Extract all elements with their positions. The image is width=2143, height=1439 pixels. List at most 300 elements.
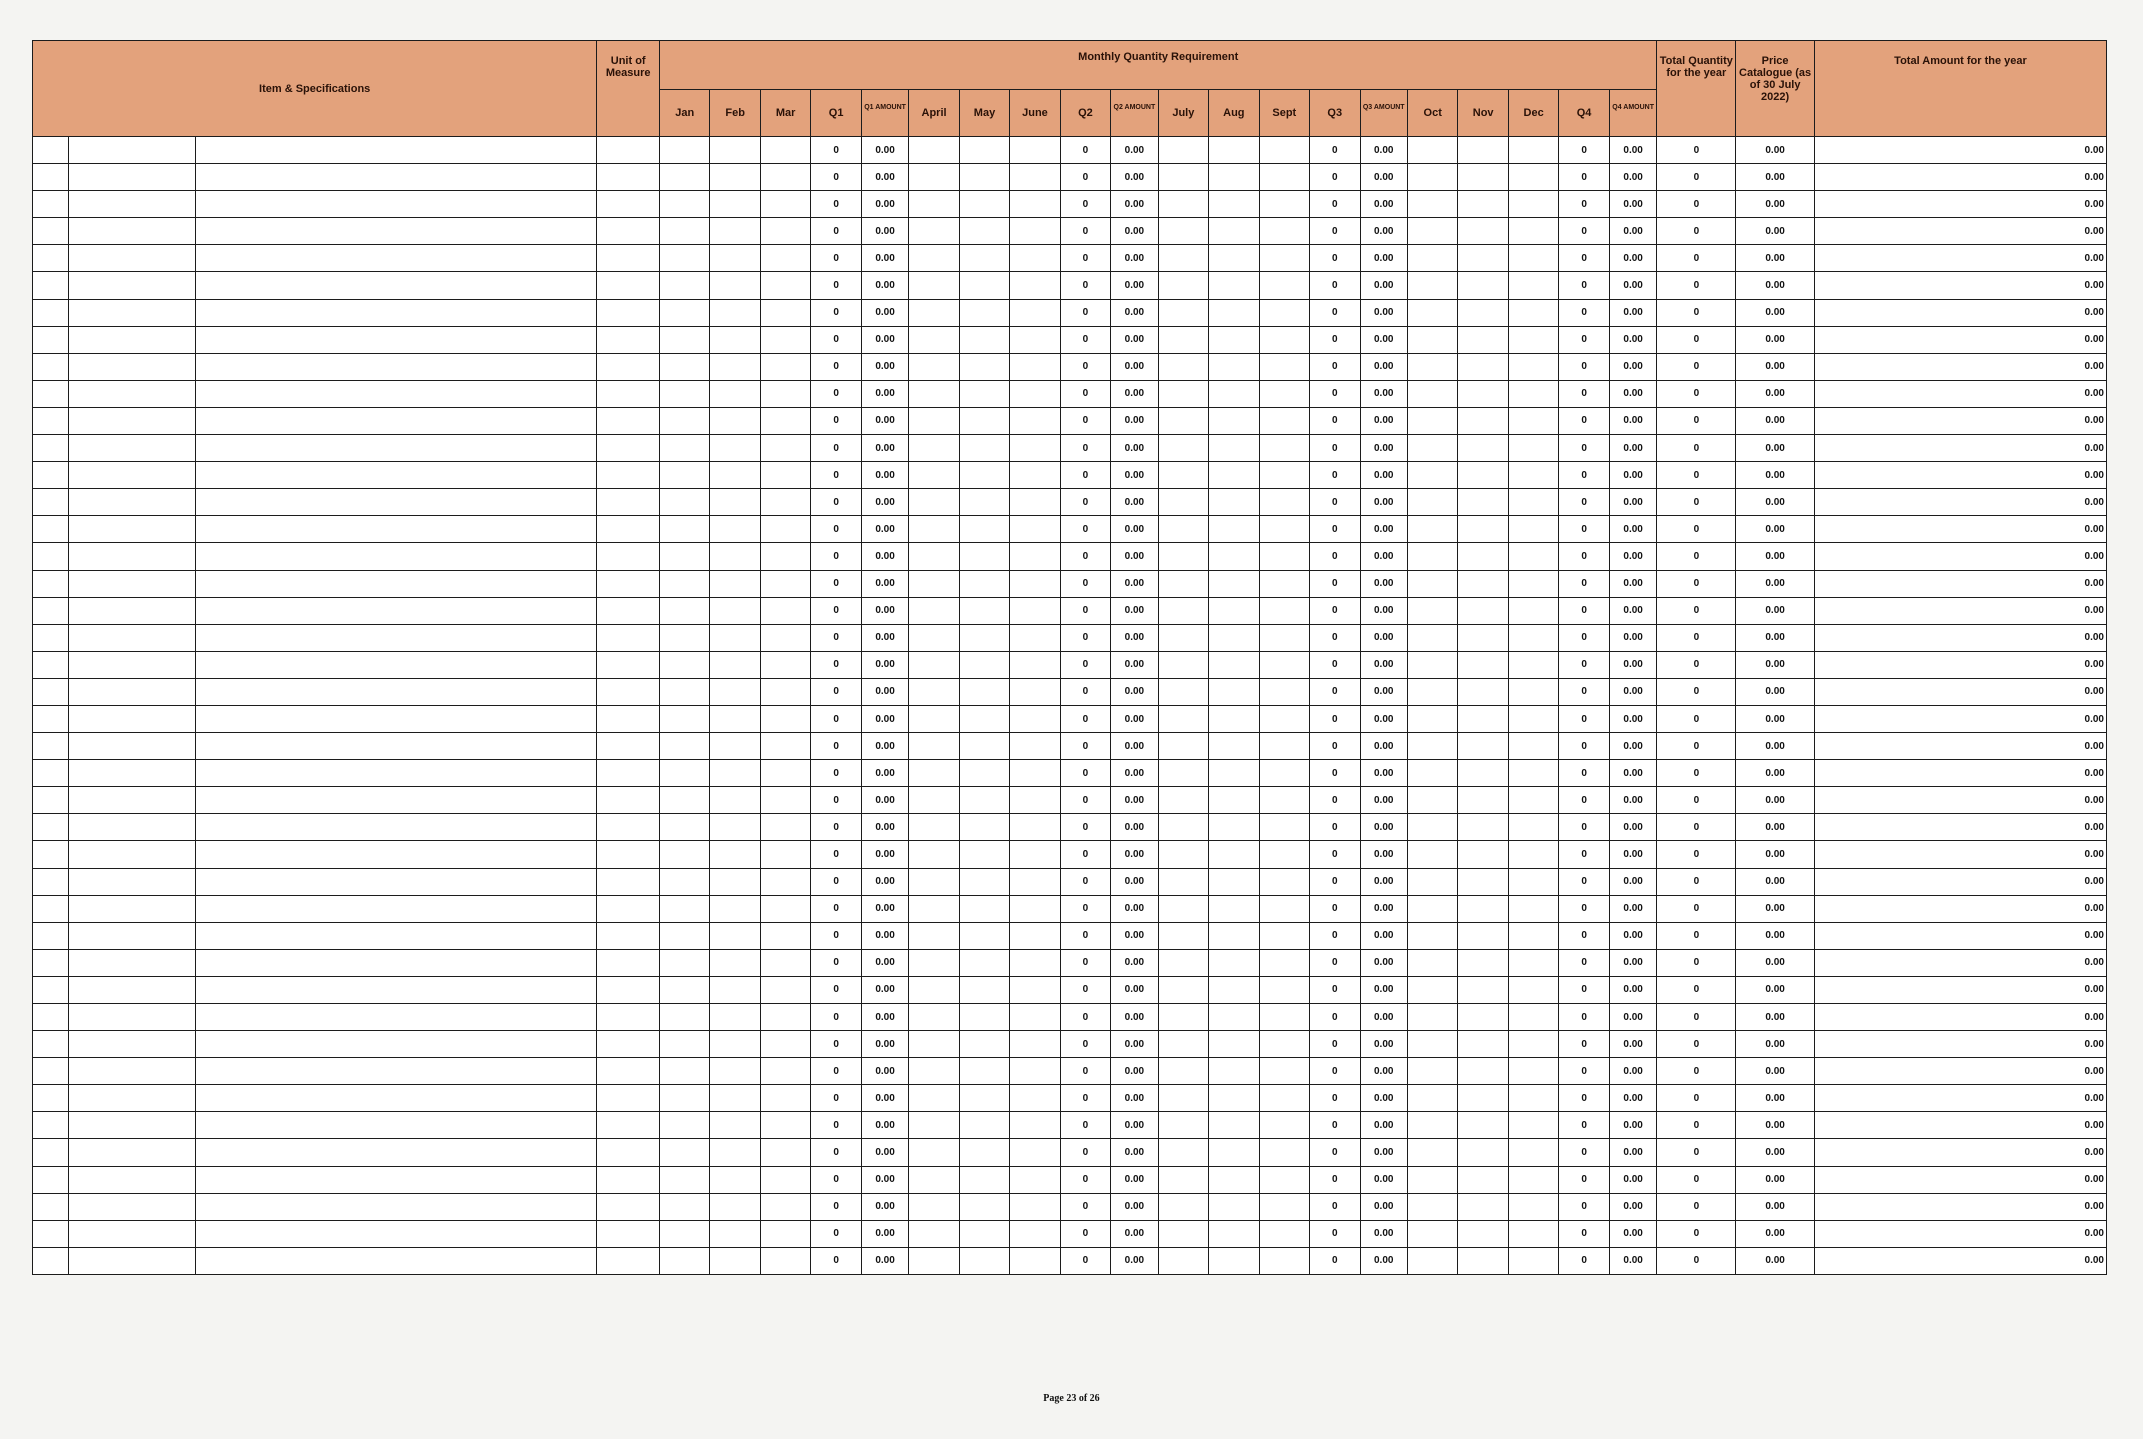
quarter-qty-cell[interactable]: 0: [1060, 841, 1110, 868]
month-qty-cell[interactable]: [659, 841, 709, 868]
quarter-qty-cell[interactable]: 0: [1310, 1085, 1360, 1112]
month-qty-cell[interactable]: [1158, 841, 1208, 868]
price-cell[interactable]: 0.00: [1736, 1193, 1815, 1220]
month-qty-cell[interactable]: [1010, 678, 1060, 705]
total-amount-cell[interactable]: 0.00: [1814, 326, 2106, 353]
month-qty-cell[interactable]: [1259, 380, 1309, 407]
month-qty-cell[interactable]: [1209, 1139, 1259, 1166]
price-cell[interactable]: 0.00: [1736, 868, 1815, 895]
month-qty-cell[interactable]: [1508, 1220, 1558, 1247]
month-qty-cell[interactable]: [1458, 597, 1508, 624]
item-code-cell[interactable]: [69, 164, 195, 191]
total-quantity-cell[interactable]: 0: [1657, 733, 1736, 760]
unit-cell[interactable]: [597, 976, 660, 1003]
row-number-cell[interactable]: [33, 543, 69, 570]
unit-cell[interactable]: [597, 1220, 660, 1247]
month-qty-cell[interactable]: [760, 299, 810, 326]
quarter-amount-cell[interactable]: 0.00: [861, 272, 908, 299]
month-qty-cell[interactable]: [710, 164, 760, 191]
month-qty-cell[interactable]: [659, 272, 709, 299]
month-qty-cell[interactable]: [1458, 1193, 1508, 1220]
total-amount-cell[interactable]: 0.00: [1814, 543, 2106, 570]
month-qty-cell[interactable]: [1010, 164, 1060, 191]
month-qty-cell[interactable]: [1508, 949, 1558, 976]
quarter-qty-cell[interactable]: 0: [1060, 1139, 1110, 1166]
total-quantity-cell[interactable]: 0: [1657, 516, 1736, 543]
quarter-qty-cell[interactable]: 0: [811, 407, 861, 434]
month-qty-cell[interactable]: [1508, 1193, 1558, 1220]
month-qty-cell[interactable]: [1458, 1139, 1508, 1166]
total-amount-cell[interactable]: 0.00: [1814, 489, 2106, 516]
quarter-qty-cell[interactable]: 0: [811, 949, 861, 976]
month-qty-cell[interactable]: [1010, 1085, 1060, 1112]
month-qty-cell[interactable]: [760, 326, 810, 353]
quarter-amount-cell[interactable]: 0.00: [861, 624, 908, 651]
total-amount-cell[interactable]: 0.00: [1814, 787, 2106, 814]
month-qty-cell[interactable]: [1407, 191, 1457, 218]
row-number-cell[interactable]: [33, 705, 69, 732]
month-qty-cell[interactable]: [909, 1247, 959, 1274]
month-qty-cell[interactable]: [959, 1031, 1009, 1058]
month-qty-cell[interactable]: [710, 814, 760, 841]
total-quantity-cell[interactable]: 0: [1657, 597, 1736, 624]
quarter-qty-cell[interactable]: 0: [1559, 895, 1609, 922]
row-number-cell[interactable]: [33, 191, 69, 218]
total-amount-cell[interactable]: 0.00: [1814, 1031, 2106, 1058]
month-qty-cell[interactable]: [1458, 1112, 1508, 1139]
quarter-qty-cell[interactable]: 0: [1310, 733, 1360, 760]
quarter-qty-cell[interactable]: 0: [1310, 1247, 1360, 1274]
unit-cell[interactable]: [597, 705, 660, 732]
quarter-qty-cell[interactable]: 0: [811, 705, 861, 732]
month-qty-cell[interactable]: [1209, 245, 1259, 272]
total-quantity-cell[interactable]: 0: [1657, 543, 1736, 570]
quarter-qty-cell[interactable]: 0: [1310, 1031, 1360, 1058]
quarter-qty-cell[interactable]: 0: [1310, 949, 1360, 976]
month-qty-cell[interactable]: [1407, 462, 1457, 489]
quarter-qty-cell[interactable]: 0: [811, 191, 861, 218]
month-qty-cell[interactable]: [1407, 1112, 1457, 1139]
month-qty-cell[interactable]: [1010, 1004, 1060, 1031]
quarter-qty-cell[interactable]: 0: [1310, 489, 1360, 516]
month-qty-cell[interactable]: [1259, 814, 1309, 841]
month-qty-cell[interactable]: [909, 1139, 959, 1166]
item-spec-cell[interactable]: [195, 245, 597, 272]
month-qty-cell[interactable]: [909, 651, 959, 678]
quarter-qty-cell[interactable]: 0: [1060, 1112, 1110, 1139]
month-qty-cell[interactable]: [1209, 272, 1259, 299]
month-qty-cell[interactable]: [1508, 1247, 1558, 1274]
item-spec-cell[interactable]: [195, 1139, 597, 1166]
month-qty-cell[interactable]: [760, 651, 810, 678]
quarter-qty-cell[interactable]: 0: [1060, 597, 1110, 624]
quarter-amount-cell[interactable]: 0.00: [861, 299, 908, 326]
month-qty-cell[interactable]: [1458, 1220, 1508, 1247]
quarter-amount-cell[interactable]: 0.00: [1609, 597, 1657, 624]
month-qty-cell[interactable]: [1458, 624, 1508, 651]
quarter-qty-cell[interactable]: 0: [811, 435, 861, 462]
month-qty-cell[interactable]: [710, 733, 760, 760]
total-amount-cell[interactable]: 0.00: [1814, 705, 2106, 732]
quarter-qty-cell[interactable]: 0: [1060, 380, 1110, 407]
total-amount-cell[interactable]: 0.00: [1814, 435, 2106, 462]
row-number-cell[interactable]: [33, 272, 69, 299]
month-qty-cell[interactable]: [959, 137, 1009, 164]
month-qty-cell[interactable]: [1158, 380, 1208, 407]
item-spec-cell[interactable]: [195, 272, 597, 299]
quarter-amount-cell[interactable]: 0.00: [1111, 218, 1158, 245]
month-qty-cell[interactable]: [959, 787, 1009, 814]
month-qty-cell[interactable]: [659, 705, 709, 732]
quarter-qty-cell[interactable]: 0: [811, 1139, 861, 1166]
item-code-cell[interactable]: [69, 787, 195, 814]
month-qty-cell[interactable]: [1259, 760, 1309, 787]
quarter-amount-cell[interactable]: 0.00: [1111, 868, 1158, 895]
quarter-qty-cell[interactable]: 0: [1559, 1031, 1609, 1058]
quarter-qty-cell[interactable]: 0: [811, 597, 861, 624]
month-qty-cell[interactable]: [1259, 597, 1309, 624]
total-quantity-cell[interactable]: 0: [1657, 868, 1736, 895]
month-qty-cell[interactable]: [909, 949, 959, 976]
total-quantity-cell[interactable]: 0: [1657, 624, 1736, 651]
quarter-amount-cell[interactable]: 0.00: [861, 353, 908, 380]
month-qty-cell[interactable]: [1407, 597, 1457, 624]
month-qty-cell[interactable]: [710, 678, 760, 705]
price-cell[interactable]: 0.00: [1736, 570, 1815, 597]
quarter-qty-cell[interactable]: 0: [1060, 949, 1110, 976]
month-qty-cell[interactable]: [909, 435, 959, 462]
month-qty-cell[interactable]: [1407, 218, 1457, 245]
month-qty-cell[interactable]: [1209, 353, 1259, 380]
month-qty-cell[interactable]: [959, 245, 1009, 272]
quarter-qty-cell[interactable]: 0: [1310, 543, 1360, 570]
quarter-amount-cell[interactable]: 0.00: [1609, 922, 1657, 949]
quarter-qty-cell[interactable]: 0: [1060, 435, 1110, 462]
quarter-amount-cell[interactable]: 0.00: [1609, 868, 1657, 895]
quarter-qty-cell[interactable]: 0: [1310, 326, 1360, 353]
month-qty-cell[interactable]: [1010, 624, 1060, 651]
price-cell[interactable]: 0.00: [1736, 814, 1815, 841]
month-qty-cell[interactable]: [959, 462, 1009, 489]
month-qty-cell[interactable]: [1458, 137, 1508, 164]
month-qty-cell[interactable]: [760, 1220, 810, 1247]
quarter-amount-cell[interactable]: 0.00: [1360, 435, 1407, 462]
month-qty-cell[interactable]: [1158, 462, 1208, 489]
month-qty-cell[interactable]: [1010, 1139, 1060, 1166]
item-spec-cell[interactable]: [195, 353, 597, 380]
month-qty-cell[interactable]: [1259, 299, 1309, 326]
month-qty-cell[interactable]: [1458, 976, 1508, 1003]
month-qty-cell[interactable]: [959, 1085, 1009, 1112]
item-spec-cell[interactable]: [195, 326, 597, 353]
month-qty-cell[interactable]: [1158, 624, 1208, 651]
item-spec-cell[interactable]: [195, 164, 597, 191]
total-amount-cell[interactable]: 0.00: [1814, 1247, 2106, 1274]
month-qty-cell[interactable]: [959, 299, 1009, 326]
quarter-qty-cell[interactable]: 0: [1559, 1139, 1609, 1166]
month-qty-cell[interactable]: [1209, 435, 1259, 462]
unit-cell[interactable]: [597, 760, 660, 787]
item-spec-cell[interactable]: [195, 1247, 597, 1274]
quarter-amount-cell[interactable]: 0.00: [1111, 1058, 1158, 1085]
month-qty-cell[interactable]: [710, 1166, 760, 1193]
row-number-cell[interactable]: [33, 164, 69, 191]
unit-cell[interactable]: [597, 1247, 660, 1274]
price-cell[interactable]: 0.00: [1736, 733, 1815, 760]
month-qty-cell[interactable]: [1407, 1085, 1457, 1112]
month-qty-cell[interactable]: [659, 245, 709, 272]
month-qty-cell[interactable]: [1407, 570, 1457, 597]
quarter-amount-cell[interactable]: 0.00: [1360, 1247, 1407, 1274]
quarter-qty-cell[interactable]: 0: [1559, 245, 1609, 272]
month-qty-cell[interactable]: [760, 787, 810, 814]
unit-cell[interactable]: [597, 543, 660, 570]
item-spec-cell[interactable]: [195, 570, 597, 597]
month-qty-cell[interactable]: [1010, 543, 1060, 570]
quarter-qty-cell[interactable]: 0: [1060, 1247, 1110, 1274]
item-code-cell[interactable]: [69, 624, 195, 651]
total-amount-cell[interactable]: 0.00: [1814, 137, 2106, 164]
month-qty-cell[interactable]: [1407, 435, 1457, 462]
month-qty-cell[interactable]: [1508, 1031, 1558, 1058]
total-quantity-cell[interactable]: 0: [1657, 1220, 1736, 1247]
total-amount-cell[interactable]: 0.00: [1814, 651, 2106, 678]
month-qty-cell[interactable]: [909, 624, 959, 651]
month-qty-cell[interactable]: [1010, 137, 1060, 164]
quarter-qty-cell[interactable]: 0: [1310, 462, 1360, 489]
quarter-qty-cell[interactable]: 0: [1310, 353, 1360, 380]
month-qty-cell[interactable]: [760, 462, 810, 489]
month-qty-cell[interactable]: [959, 868, 1009, 895]
month-qty-cell[interactable]: [710, 272, 760, 299]
total-quantity-cell[interactable]: 0: [1657, 570, 1736, 597]
quarter-qty-cell[interactable]: 0: [1060, 787, 1110, 814]
item-spec-cell[interactable]: [195, 407, 597, 434]
quarter-amount-cell[interactable]: 0.00: [861, 543, 908, 570]
item-code-cell[interactable]: [69, 516, 195, 543]
item-spec-cell[interactable]: [195, 841, 597, 868]
month-qty-cell[interactable]: [1158, 353, 1208, 380]
price-cell[interactable]: 0.00: [1736, 841, 1815, 868]
total-amount-cell[interactable]: 0.00: [1814, 868, 2106, 895]
item-spec-cell[interactable]: [195, 597, 597, 624]
price-cell[interactable]: 0.00: [1736, 489, 1815, 516]
quarter-amount-cell[interactable]: 0.00: [1111, 462, 1158, 489]
price-cell[interactable]: 0.00: [1736, 705, 1815, 732]
quarter-qty-cell[interactable]: 0: [811, 733, 861, 760]
month-qty-cell[interactable]: [760, 489, 810, 516]
quarter-qty-cell[interactable]: 0: [1559, 164, 1609, 191]
month-qty-cell[interactable]: [959, 489, 1009, 516]
quarter-qty-cell[interactable]: 0: [811, 326, 861, 353]
month-qty-cell[interactable]: [659, 1193, 709, 1220]
price-cell[interactable]: 0.00: [1736, 597, 1815, 624]
month-qty-cell[interactable]: [1508, 841, 1558, 868]
quarter-qty-cell[interactable]: 0: [1559, 1166, 1609, 1193]
quarter-amount-cell[interactable]: 0.00: [1111, 1247, 1158, 1274]
price-cell[interactable]: 0.00: [1736, 299, 1815, 326]
total-quantity-cell[interactable]: 0: [1657, 705, 1736, 732]
month-qty-cell[interactable]: [1407, 407, 1457, 434]
month-qty-cell[interactable]: [959, 1004, 1009, 1031]
quarter-qty-cell[interactable]: 0: [1310, 1058, 1360, 1085]
month-qty-cell[interactable]: [760, 949, 810, 976]
month-qty-cell[interactable]: [1508, 1004, 1558, 1031]
month-qty-cell[interactable]: [1209, 949, 1259, 976]
month-qty-cell[interactable]: [1010, 841, 1060, 868]
month-qty-cell[interactable]: [1407, 787, 1457, 814]
month-qty-cell[interactable]: [1458, 814, 1508, 841]
item-code-cell[interactable]: [69, 462, 195, 489]
unit-cell[interactable]: [597, 137, 660, 164]
quarter-qty-cell[interactable]: 0: [1060, 1031, 1110, 1058]
total-quantity-cell[interactable]: 0: [1657, 326, 1736, 353]
quarter-amount-cell[interactable]: 0.00: [1609, 841, 1657, 868]
total-quantity-cell[interactable]: 0: [1657, 922, 1736, 949]
quarter-qty-cell[interactable]: 0: [811, 543, 861, 570]
month-qty-cell[interactable]: [1458, 1004, 1508, 1031]
quarter-amount-cell[interactable]: 0.00: [861, 1139, 908, 1166]
month-qty-cell[interactable]: [1158, 705, 1208, 732]
month-qty-cell[interactable]: [959, 1247, 1009, 1274]
total-quantity-cell[interactable]: 0: [1657, 164, 1736, 191]
price-cell[interactable]: 0.00: [1736, 787, 1815, 814]
row-number-cell[interactable]: [33, 1058, 69, 1085]
month-qty-cell[interactable]: [959, 1220, 1009, 1247]
unit-cell[interactable]: [597, 272, 660, 299]
quarter-qty-cell[interactable]: 0: [1310, 760, 1360, 787]
month-qty-cell[interactable]: [1458, 651, 1508, 678]
month-qty-cell[interactable]: [1010, 380, 1060, 407]
row-number-cell[interactable]: [33, 462, 69, 489]
quarter-qty-cell[interactable]: 0: [1310, 272, 1360, 299]
quarter-qty-cell[interactable]: 0: [1060, 651, 1110, 678]
unit-cell[interactable]: [597, 868, 660, 895]
quarter-qty-cell[interactable]: 0: [1559, 191, 1609, 218]
item-code-cell[interactable]: [69, 949, 195, 976]
total-quantity-cell[interactable]: 0: [1657, 1112, 1736, 1139]
month-qty-cell[interactable]: [1209, 705, 1259, 732]
quarter-amount-cell[interactable]: 0.00: [1111, 976, 1158, 1003]
price-cell[interactable]: 0.00: [1736, 1058, 1815, 1085]
quarter-qty-cell[interactable]: 0: [1559, 326, 1609, 353]
quarter-qty-cell[interactable]: 0: [811, 787, 861, 814]
month-qty-cell[interactable]: [1259, 976, 1309, 1003]
month-qty-cell[interactable]: [760, 868, 810, 895]
month-qty-cell[interactable]: [1209, 407, 1259, 434]
month-qty-cell[interactable]: [710, 407, 760, 434]
quarter-qty-cell[interactable]: 0: [1310, 245, 1360, 272]
month-qty-cell[interactable]: [760, 814, 810, 841]
month-qty-cell[interactable]: [1508, 137, 1558, 164]
month-qty-cell[interactable]: [909, 137, 959, 164]
total-amount-cell[interactable]: 0.00: [1814, 164, 2106, 191]
quarter-qty-cell[interactable]: 0: [1559, 1004, 1609, 1031]
month-qty-cell[interactable]: [1158, 976, 1208, 1003]
month-qty-cell[interactable]: [1407, 326, 1457, 353]
unit-cell[interactable]: [597, 895, 660, 922]
month-qty-cell[interactable]: [1209, 814, 1259, 841]
unit-cell[interactable]: [597, 516, 660, 543]
item-spec-cell[interactable]: [195, 462, 597, 489]
month-qty-cell[interactable]: [1209, 895, 1259, 922]
month-qty-cell[interactable]: [659, 1004, 709, 1031]
total-amount-cell[interactable]: 0.00: [1814, 1193, 2106, 1220]
total-amount-cell[interactable]: 0.00: [1814, 1085, 2106, 1112]
month-qty-cell[interactable]: [760, 137, 810, 164]
quarter-amount-cell[interactable]: 0.00: [861, 678, 908, 705]
month-qty-cell[interactable]: [1158, 597, 1208, 624]
quarter-qty-cell[interactable]: 0: [1060, 868, 1110, 895]
item-spec-cell[interactable]: [195, 1004, 597, 1031]
month-qty-cell[interactable]: [1209, 326, 1259, 353]
quarter-qty-cell[interactable]: 0: [1310, 651, 1360, 678]
quarter-amount-cell[interactable]: 0.00: [1609, 760, 1657, 787]
month-qty-cell[interactable]: [959, 272, 1009, 299]
quarter-qty-cell[interactable]: 0: [811, 1247, 861, 1274]
month-qty-cell[interactable]: [1010, 814, 1060, 841]
quarter-amount-cell[interactable]: 0.00: [1609, 191, 1657, 218]
month-qty-cell[interactable]: [1209, 787, 1259, 814]
month-qty-cell[interactable]: [1010, 733, 1060, 760]
quarter-qty-cell[interactable]: 0: [1559, 299, 1609, 326]
quarter-qty-cell[interactable]: 0: [1310, 705, 1360, 732]
row-number-cell[interactable]: [33, 733, 69, 760]
month-qty-cell[interactable]: [1508, 218, 1558, 245]
month-qty-cell[interactable]: [659, 868, 709, 895]
quarter-qty-cell[interactable]: 0: [1559, 407, 1609, 434]
total-quantity-cell[interactable]: 0: [1657, 407, 1736, 434]
month-qty-cell[interactable]: [1259, 1031, 1309, 1058]
quarter-qty-cell[interactable]: 0: [1310, 895, 1360, 922]
quarter-qty-cell[interactable]: 0: [1310, 516, 1360, 543]
month-qty-cell[interactable]: [1508, 1085, 1558, 1112]
month-qty-cell[interactable]: [1209, 1058, 1259, 1085]
unit-cell[interactable]: [597, 678, 660, 705]
month-qty-cell[interactable]: [760, 760, 810, 787]
quarter-qty-cell[interactable]: 0: [1060, 1085, 1110, 1112]
quarter-amount-cell[interactable]: 0.00: [1111, 678, 1158, 705]
month-qty-cell[interactable]: [1259, 678, 1309, 705]
quarter-qty-cell[interactable]: 0: [811, 922, 861, 949]
month-qty-cell[interactable]: [1407, 1220, 1457, 1247]
quarter-amount-cell[interactable]: 0.00: [861, 733, 908, 760]
total-amount-cell[interactable]: 0.00: [1814, 678, 2106, 705]
quarter-qty-cell[interactable]: 0: [811, 868, 861, 895]
month-qty-cell[interactable]: [1158, 760, 1208, 787]
item-code-cell[interactable]: [69, 245, 195, 272]
quarter-amount-cell[interactable]: 0.00: [1111, 1112, 1158, 1139]
total-quantity-cell[interactable]: 0: [1657, 787, 1736, 814]
month-qty-cell[interactable]: [1158, 570, 1208, 597]
price-cell[interactable]: 0.00: [1736, 543, 1815, 570]
item-spec-cell[interactable]: [195, 976, 597, 1003]
month-qty-cell[interactable]: [1458, 435, 1508, 462]
month-qty-cell[interactable]: [760, 407, 810, 434]
price-cell[interactable]: 0.00: [1736, 326, 1815, 353]
item-code-cell[interactable]: [69, 922, 195, 949]
item-code-cell[interactable]: [69, 137, 195, 164]
month-qty-cell[interactable]: [710, 380, 760, 407]
month-qty-cell[interactable]: [710, 868, 760, 895]
quarter-amount-cell[interactable]: 0.00: [861, 841, 908, 868]
month-qty-cell[interactable]: [1259, 326, 1309, 353]
month-qty-cell[interactable]: [1508, 733, 1558, 760]
quarter-qty-cell[interactable]: 0: [1060, 624, 1110, 651]
month-qty-cell[interactable]: [1458, 1166, 1508, 1193]
quarter-amount-cell[interactable]: 0.00: [1111, 570, 1158, 597]
month-qty-cell[interactable]: [1158, 922, 1208, 949]
